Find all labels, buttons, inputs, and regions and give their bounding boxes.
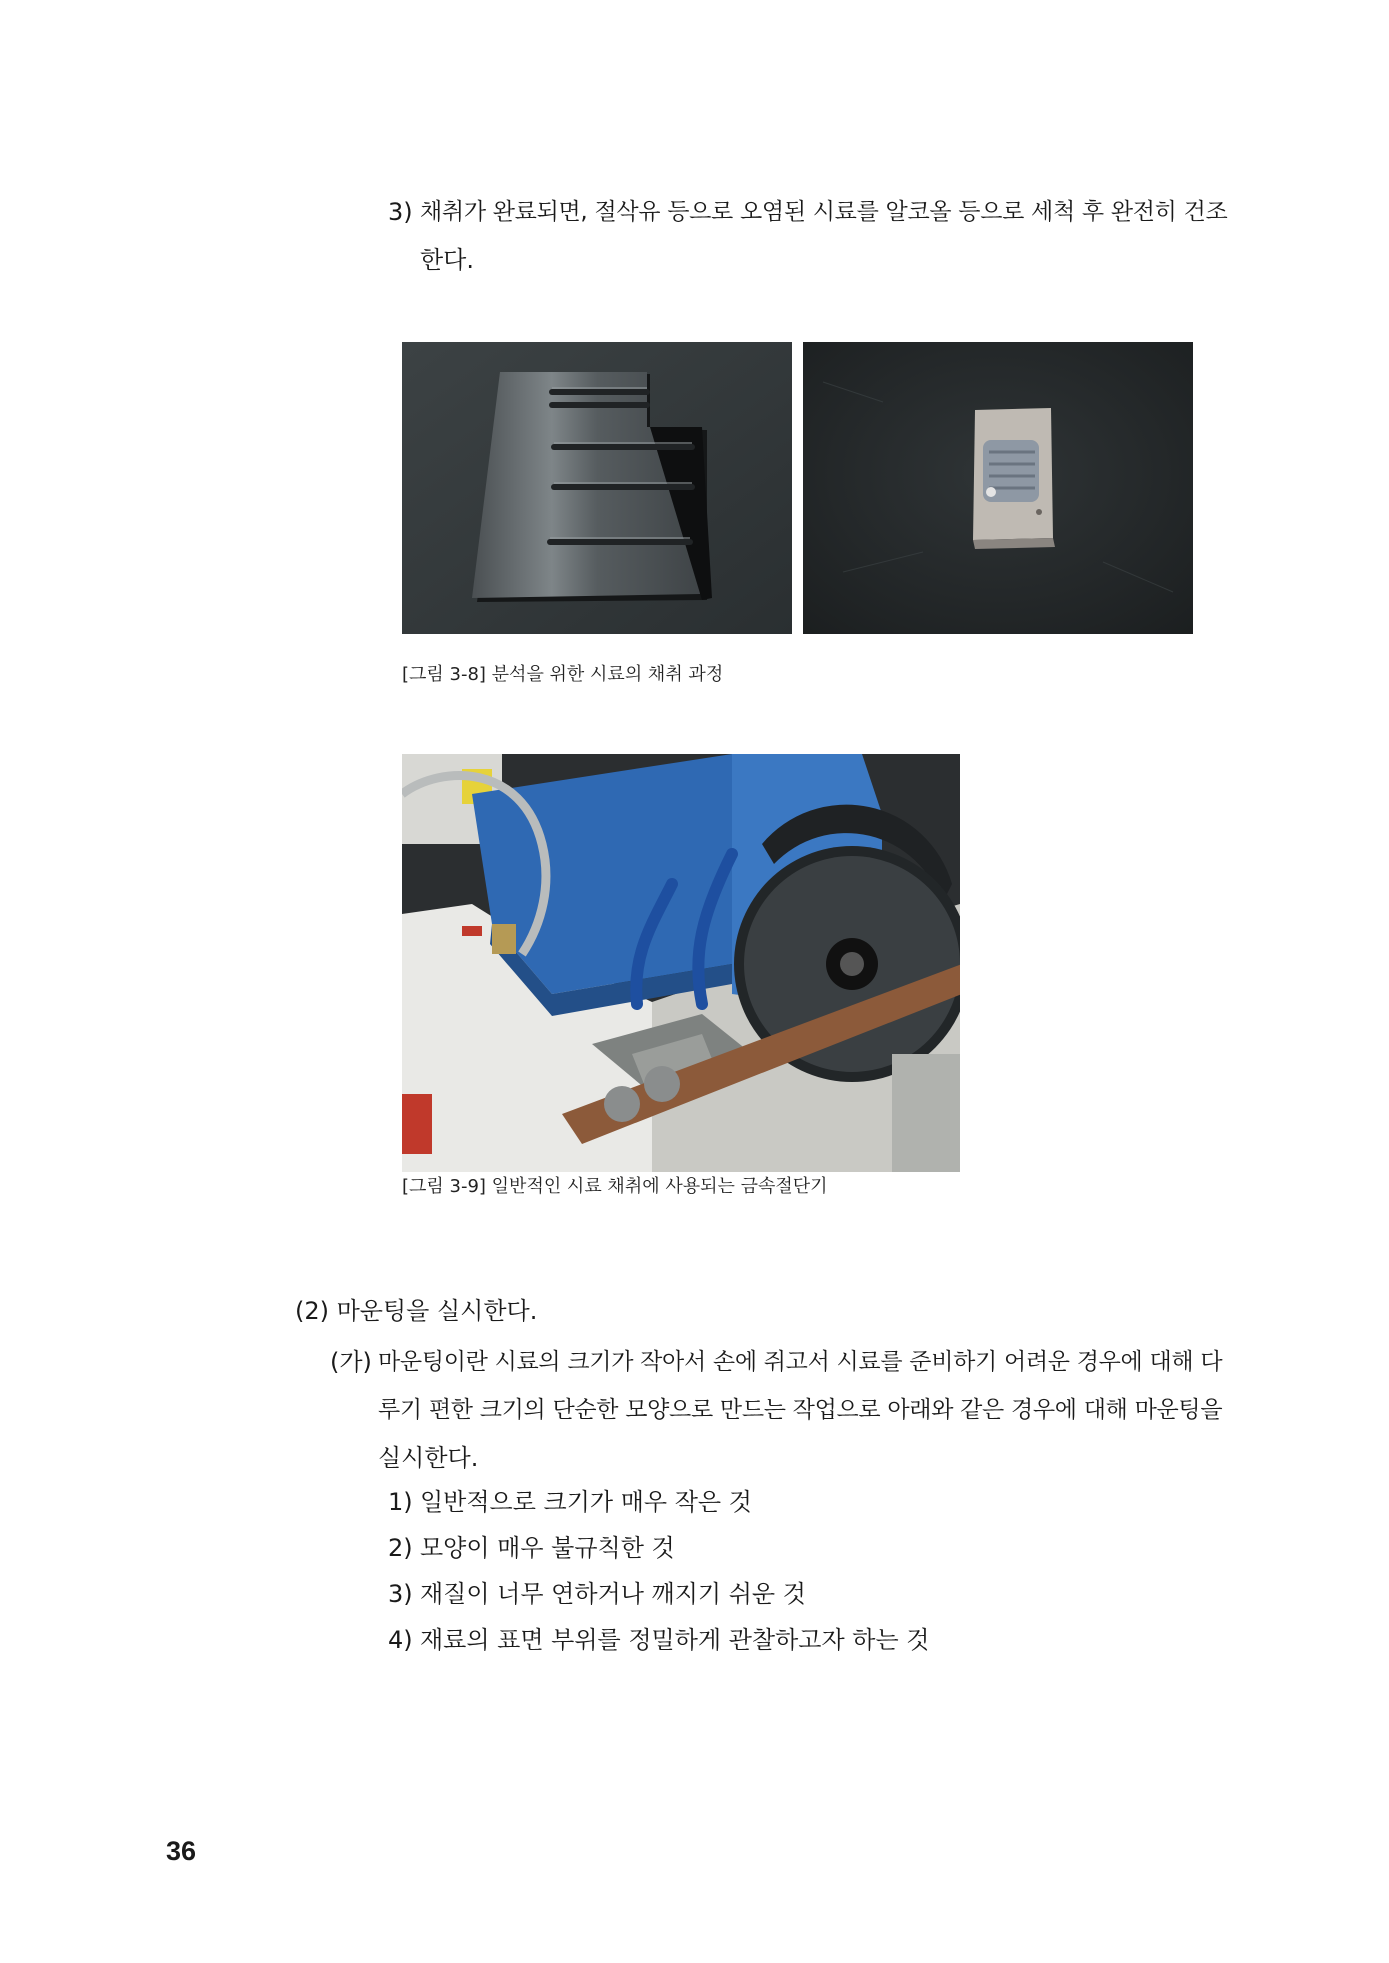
item-ga-line3: 실시한다. — [378, 1444, 479, 1472]
list-item-3-marker: 3) — [388, 1580, 413, 1608]
section2-heading: (2) 마운팅을 실시한다. — [295, 1297, 538, 1325]
list-item-4-marker: 4) — [388, 1626, 413, 1654]
figure-3-8-left-photo — [402, 342, 792, 634]
list-item-2-marker: 2) — [388, 1534, 413, 1562]
list-item-4-text: 재료의 표면 부위를 정밀하게 관찰하고자 하는 것 — [420, 1626, 930, 1654]
step3-line1: 채취가 완료되면, 절삭유 등으로 오염된 시료를 알코올 등으로 세척 후 완전히 건조 — [420, 199, 1228, 225]
step3-line2: 한다. — [420, 246, 474, 274]
figure-3-9-photo — [402, 754, 960, 1172]
list-item-1-marker: 1) — [388, 1488, 413, 1516]
list-item-2-text: 모양이 매우 불규칙한 것 — [420, 1534, 675, 1562]
item-ga-line1: 마운팅이란 시료의 크기가 작아서 손에 쥐고서 시료를 준비하기 어려운 경우에 대해 다 — [378, 1349, 1223, 1375]
figure-3-9-caption: [그림 3-9] 일반적인 시료 채취에 사용되는 금속절단기 — [402, 1176, 828, 1197]
figure-3-8-caption: [그림 3-8] 분석을 위한 시료의 채취 과정 — [402, 664, 724, 685]
page-number: 36 — [166, 1836, 197, 1866]
list-item-1-text: 일반적으로 크기가 매우 작은 것 — [420, 1488, 752, 1516]
item-ga-marker: (가) — [330, 1348, 372, 1376]
list-item-3-text: 재질이 너무 연하거나 깨지기 쉬운 것 — [420, 1580, 806, 1608]
step3-marker: 3) — [388, 198, 413, 226]
item-ga-line2: 루기 편한 크기의 단순한 모양으로 만드는 작업으로 아래와 같은 경우에 대해 마운팅을 — [378, 1397, 1223, 1423]
figure-3-8-right-photo — [803, 342, 1193, 634]
